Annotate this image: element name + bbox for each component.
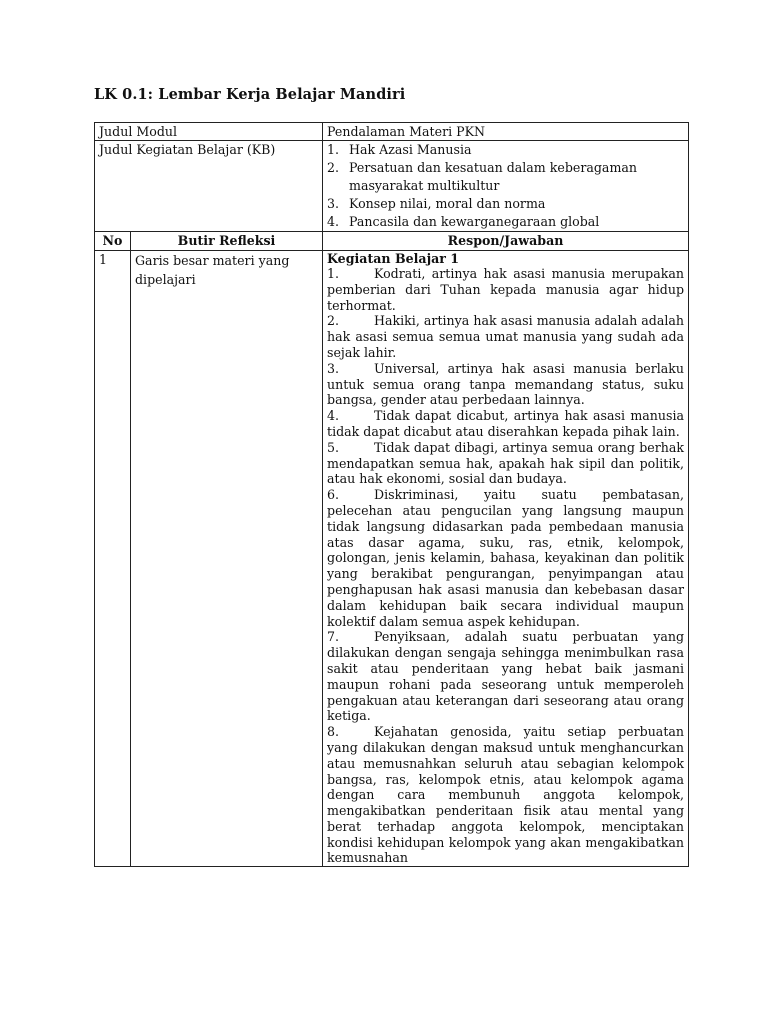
respon-item-number: 3. [327,360,340,376]
respon-item-number: 6. [327,487,340,503]
respon-item [327,313,684,360]
kb-row [95,141,689,232]
respon-item [327,408,684,440]
worksheet-table [94,122,689,867]
respon-item-text: Penyiksaan, adalah suatu perbuatan yang dilakukan dengan sengaja sehingga menimbulkan rasa sakit atau penderitaan yang hebat baik jasmani maupun rohani pada seseorang untuk memperoleh pengakuan atau keterangan dari seseorang atau orang ketiga. [327,629,685,724]
respon-item-text: Diskriminasi, yaitu suatu pembatasan, pelecehan atau pengucilan yang langsung maupun tidak langsung didasarkan pada pembedaan manusia atas dasar agama, suku, ras, etnik, kelompok, golongan, jenis kelamin, bahasa, keyakinan dan politik yang berakibat pengurangan, penyimpangan atau penghapusan hak asasi manusia dan kebebasan dasar dalam kehidupan baik secara individual maupun kolektif dalam semua aspek kehidupan. [327,487,685,629]
respon-item-number: 8. [327,724,340,740]
respon-item-number: 7. [327,629,340,645]
kb-item-number: 2. [327,160,340,175]
respon-item-number: 5. [327,439,340,455]
respon-item-number: 4. [327,408,340,424]
header-respon: Respon/Jawaban [323,232,689,251]
kb-item-text: Pancasila dan kewarganegaraan global [349,214,600,229]
kb-item-number: 1. [327,142,340,157]
respon-item-text: Kejahatan genosida, yaitu setiap perbuatan yang dilakukan dengan maksud untuk menghancurkan atau memusnahkan seluruh atau sebagian kelompok bangsa, ras, kelompok etnis, atau kelompok agama dengan cara membunuh anggota kelompok, mengakibatkan penderitaan fisik atau mental yang berat terhadap anggota kelompok, menciptakan kondisi kehidupan kelompok yang akan mengakibatkan kemusnahan [327,724,685,866]
kb-item-text: Persatuan dan kesatuan dalam keberagaman masyarakat multikultur [349,160,638,193]
respon-heading: Kegiatan Belajar 1 [327,251,460,266]
modul-label: Judul Modul [95,123,323,141]
kb-item-text: Konsep nilai, moral dan norma [349,196,546,211]
respon-item-text: Tidak dapat dibagi, artinya semua orang berhak mendapatkan semua hak, apakah hak sipil dan politik, atau hak ekonomi, sosial dan budaya. [327,439,685,487]
row-number: 1 [95,251,131,867]
page-title: LK 0.1: Lembar Kerja Belajar Mandiri [94,86,406,103]
row-butir: Garis besar materi yang dipelajari [131,251,323,867]
respon-item-text: Hakiki, artinya hak asasi manusia adalah adalah hak asasi semua semua umat manusia yang sudah ada sejak lahir. [327,313,685,360]
kb-label: Judul Kegiatan Belajar (KB) [95,141,323,232]
kb-list-cell [323,141,689,232]
kb-list-item [327,195,684,213]
respon-item-text: Universal, artinya hak asasi manusia berlaku untuk semua orang tanpa memandang status, suku bangsa, gender atau perbedaan lainnya. [327,360,685,408]
table-row [95,251,689,867]
kb-item-number: 3. [327,196,340,211]
header-no: No [95,232,131,251]
respon-item-text: Tidak dapat dicabut, artinya hak asasi manusia tidak dapat dicabut atau diserahkan kepada pihak lain. [327,408,685,439]
kb-item-text: Hak Azasi Manusia [349,142,472,157]
kb-list-item [327,213,684,231]
row-respon [323,251,689,867]
kb-list [327,141,684,231]
respon-item-text: Kodrati, artinya hak asasi manusia merupakan pemberian dari Tuhan kepada manusia agar hidup terhormat. [327,266,685,313]
respon-item [327,361,684,408]
respon-item [327,440,684,487]
kb-item-number: 4. [327,214,340,229]
kb-list-item [327,141,684,159]
respon-item-number: 1. [327,266,340,281]
kb-list-item [327,159,684,195]
modul-value: Pendalaman Materi PKN [323,123,689,141]
header-butir: Butir Refleksi [131,232,323,251]
respon-item-number: 2. [327,313,340,329]
respon-item [327,629,684,724]
respon-item [327,266,684,313]
respon-item [327,724,684,866]
modul-row [95,123,689,141]
header-row [95,232,689,251]
respon-item [327,487,684,629]
